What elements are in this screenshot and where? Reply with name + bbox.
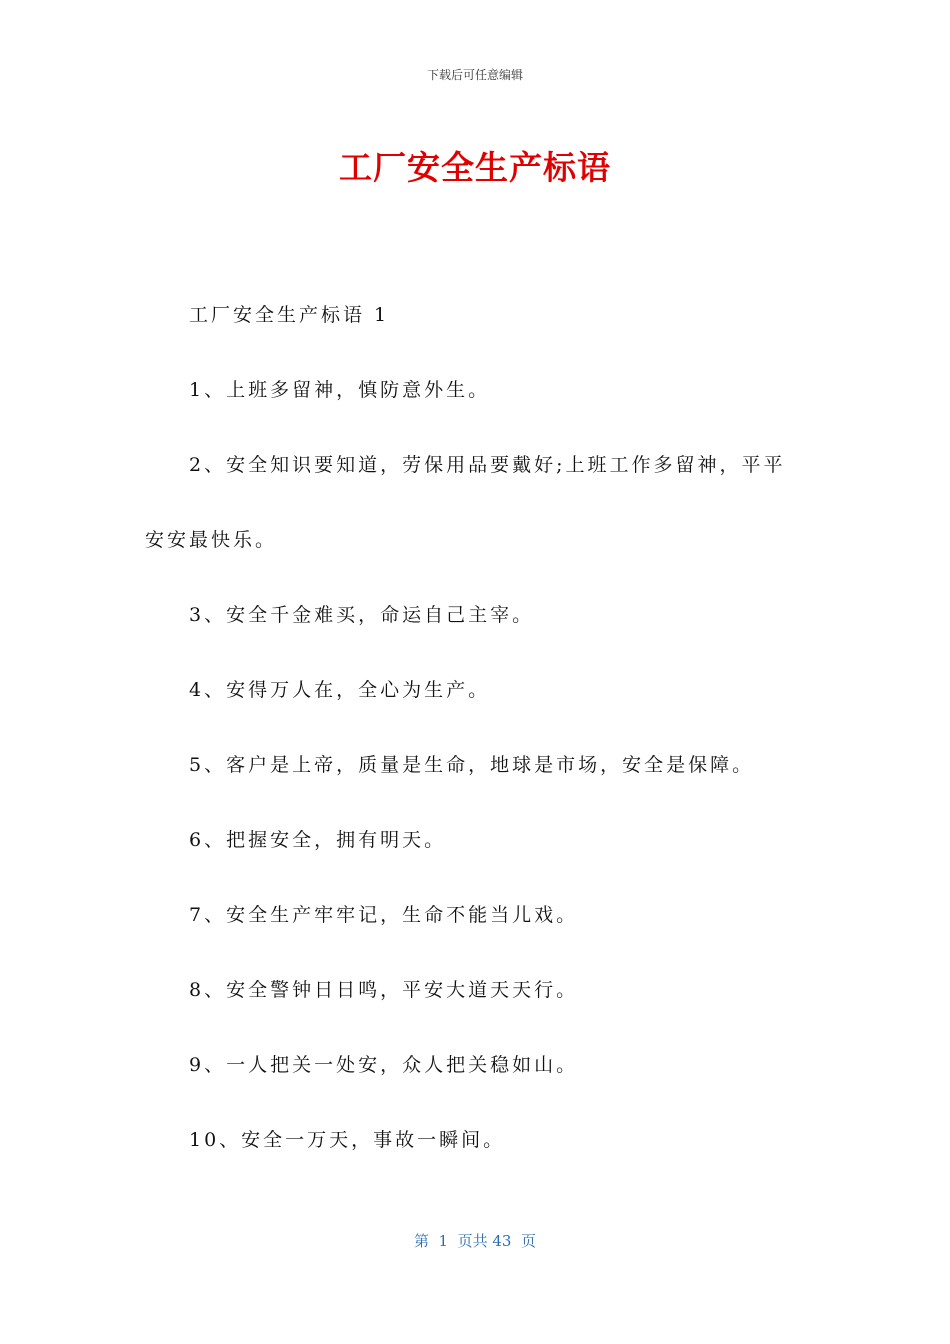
document-title: 工厂安全生产标语 [339, 148, 611, 187]
slogan-item: 6、把握安全，拥有明天。 [189, 829, 447, 851]
slogan-item: 7、安全生产牢牢记，生命不能当儿戏。 [189, 904, 579, 926]
slogan-item: 10、安全一万天，事故一瞬间。 [189, 1129, 506, 1151]
header-note: 下载后可任意编辑 [426, 68, 523, 82]
page-footer: 第 1 页共 43 页 [413, 1232, 536, 1250]
section-heading: 工厂安全生产标语 1 [189, 304, 390, 326]
slogan-item: 2、安全知识要知道，劳保用品要戴好;上班工作多留神，平平安安最快乐。 [145, 454, 786, 551]
slogan-item: 9、一人把关一处安，众人把关稳如山。 [189, 1054, 579, 1076]
slogan-item: 1、上班多留神，慎防意外生。 [189, 379, 491, 401]
slogan-item: 8、安全警钟日日鸣，平安大道天天行。 [189, 979, 579, 1001]
document-body [145, 278, 805, 1178]
slogan-item: 5、客户是上帝，质量是生命，地球是市场，安全是保障。 [189, 754, 755, 776]
slogan-item: 3、安全千金难买，命运自己主宰。 [189, 604, 535, 626]
slogan-item: 4、安得万人在，全心为生产。 [189, 679, 491, 701]
